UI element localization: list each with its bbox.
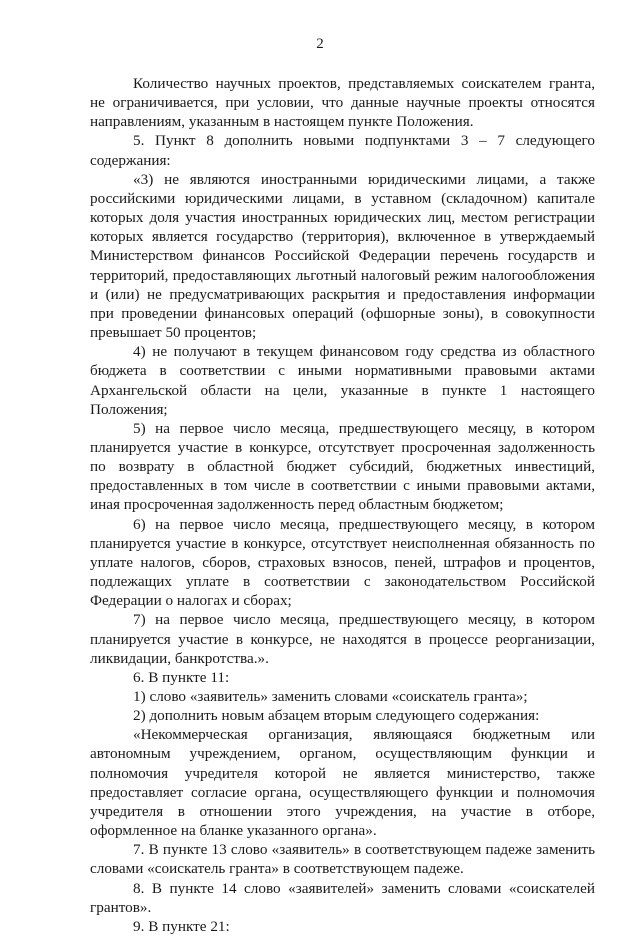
paragraph: 2) дополнить новым абзацем вторым следующего содержания: [133, 707, 540, 725]
paragraph: «Некоммерческая организация, являющаяся бюджетным или автономным учреждением, органом, осуществляющим функции и полномочия учредителя которой не является министерство, также предоставляет согласие органа, осуществляющего функции и полномочия учредителя в отношении этого учреждения, на участие в отборе, оформленное на бланке указанного органа». [90, 726, 595, 840]
paragraph: Количество научных проектов, представляемых соискателем гранта, не ограничивается, при условии, что данные научные проекты относятся направлениям, указанным в настоящем пункте Положения. [90, 75, 595, 131]
paragraph: 5) на первое число месяца, предшествующего месяцу, в котором планируется участие в конкурсе, отсутствует просроченная задолженность по возврату в областной бюджет субсидий, бюджетных инвестиций, предоставленных в том числе в соответствии с иными правовыми актами, иная просроченная задолженность перед областным бюджетом; [90, 419, 595, 514]
paragraph: 6. В пункте 11: [133, 668, 230, 686]
paragraph: 1) слово «заявитель» заменить словами «соискатель гранта»; [133, 688, 528, 705]
page-number: 2 [316, 36, 324, 52]
paragraph: «3) не являются иностранными юридическими лицами, а также российскими юридическими лицами, в уставном (складочном) капитале которых доля участия иностранных юридических лиц, местом регистрации которых является государство (территория), включенное в утверждаемый Министерством финансов Российской Федерации перечень государств и территорий, предоставляющих льготный налоговый режим налогообложения и (или) не предусматривающих раскрытия и предоставления информации при проведении финансовых операций (офшорные зоны), в совокупности превышает 50 процентов; [90, 170, 595, 342]
paragraph: 6) на первое число месяца, предшествующего месяцу, в котором планируется участие в конкурсе, отсутствует неисполненная обязанность по уплате налогов, сборов, страховых взносов, пеней, штрафов и процентов, подлежащих уплате в соответствии с законодательством Российской Федерации о налогах и сборах; [90, 515, 595, 610]
paragraph: 4) не получают в текущем финансовом году средства из областного бюджета в соответствии с иными нормативными правовыми актами Архангельской области на цели, указанные в пункте 1 настоящего Положения; [90, 343, 595, 418]
paragraph: 5. Пункт 8 дополнить новыми подпунктами 3 – 7 следующего содержания: [90, 132, 595, 169]
paragraph: 8. В пункте 14 слово «заявителей» заменить словами «соискателей грантов». [90, 879, 595, 916]
document-body [90, 74, 595, 936]
paragraph: 7) на первое число месяца, предшествующего месяцу, в котором планируется участие в конкурсе, не находятся в процессе реорганизации, ликвидации, банкротства.». [90, 611, 595, 667]
paragraph: 7. В пункте 13 слово «заявитель» в соответствующем падеже заменить словами «соискатель гранта» в соответствующем падеже. [90, 841, 595, 878]
paragraph: 9. В пункте 21: [133, 917, 230, 935]
